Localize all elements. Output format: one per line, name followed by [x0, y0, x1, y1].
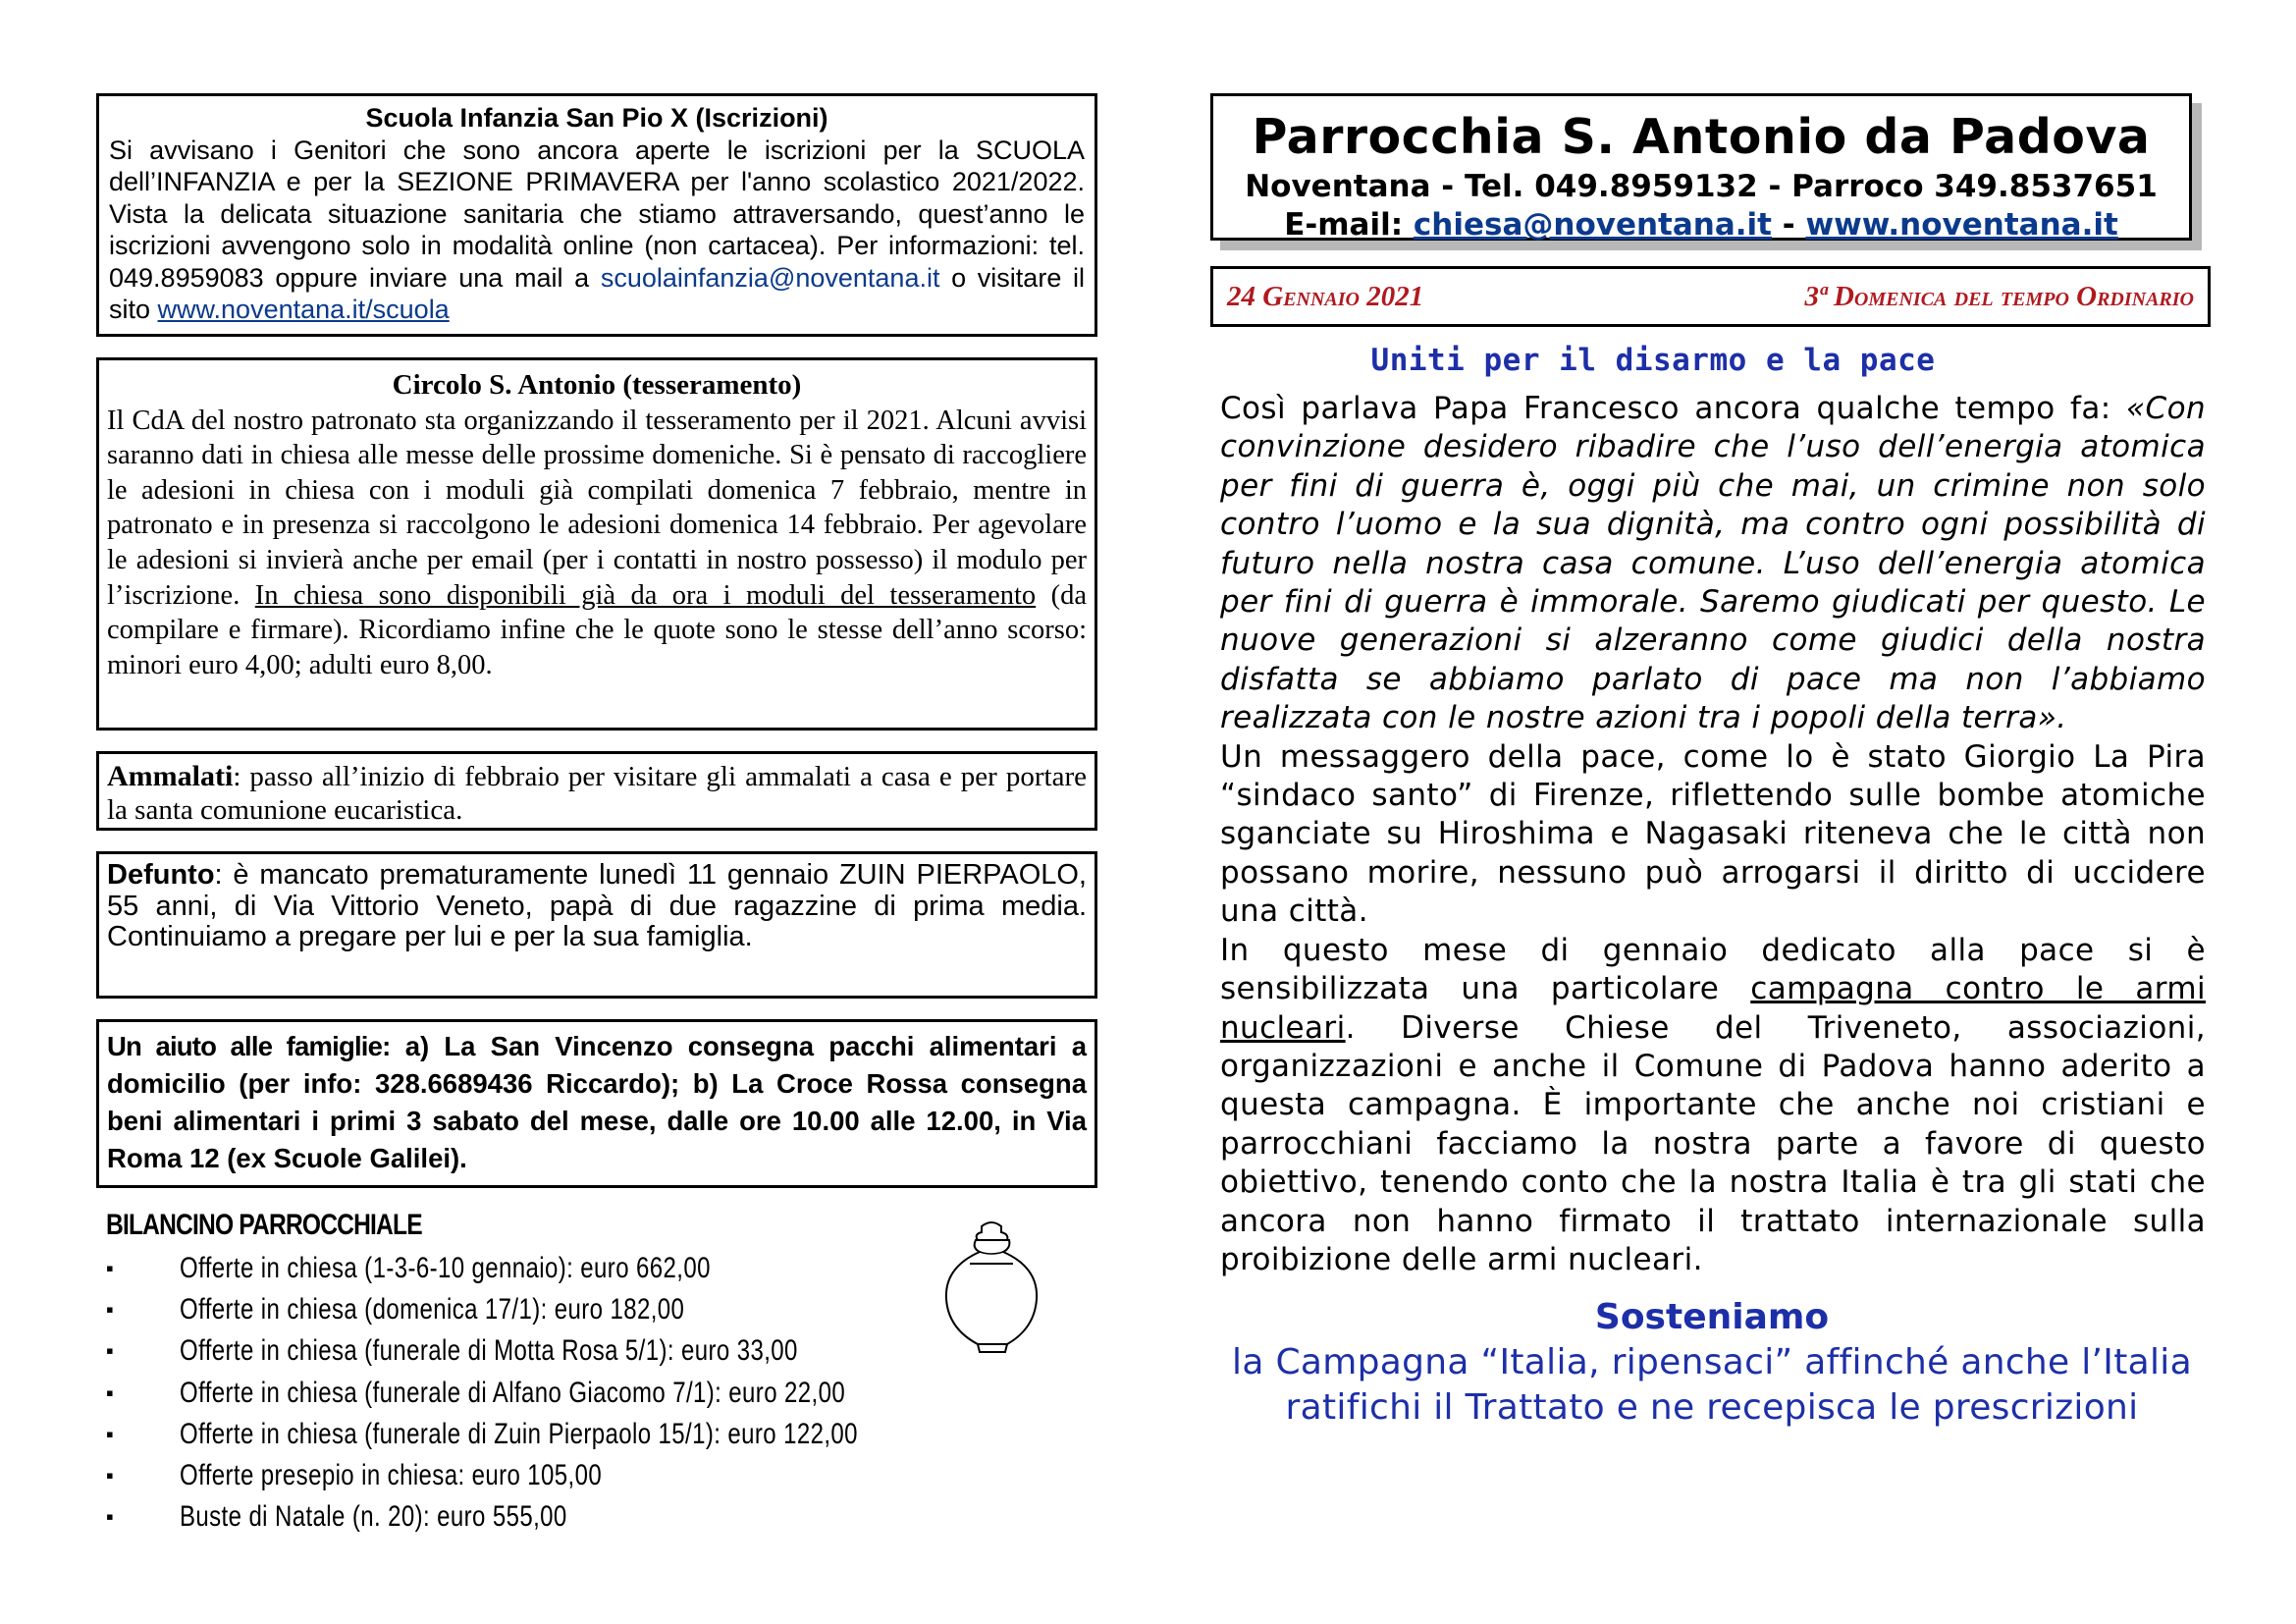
left-column — [96, 93, 1097, 1538]
offering-vase-icon — [940, 1218, 1043, 1356]
parish-site-link[interactable]: www.noventana.it — [1805, 207, 2118, 243]
scuola-text: Si avvisano i Genitori che sono ancora aperte le iscrizioni per la SCUOLA dell’INFANZIA e per la SEZIONE PRIMAVERA per l'anno scolastico 2021/2022. Vista la delicata situazione sanitaria che stiamo attraversando, quest’anno le iscrizioni avvengono solo in modalità online (non cartacea). Per informazioni: tel. 049.8959083 oppure inviare una mail a — [109, 135, 1085, 293]
article-body — [1220, 390, 2206, 1279]
article-paragraph: In questo mese di gennaio dedicato alla pace si è sensibilizzata una particolare campagna contro le armi nucleari. Diverse Chiese del Triveneto, associazioni, organizzazioni e anche il Comune di Padova hanno aderito a questa campagna. È importante che anche noi cristiani e parrocchiani facciamo la nostra parte a favore di questo obiettivo, tenendo conto che la nostra Italia è tra gli stati che ancora non hanno firmato il trattato internazionale sulla proibizione delle armi nucleari. — [1220, 932, 2206, 1277]
circolo-text-2: (da compilare e firmare). Ricordiamo infine che le quote sono le stesse dell’anno scorso: minori euro 4,00; adulti euro 8,00. — [107, 579, 1088, 680]
parish-email-link[interactable]: chiesa@noventana.it — [1413, 207, 1773, 243]
sosteniamo-title: Sosteniamo — [1594, 1297, 1830, 1338]
contact-line — [1213, 167, 2189, 206]
bullet: ▪ — [106, 1421, 114, 1446]
town-name: Noventana — [1245, 169, 1431, 204]
bilancino-title: BILANCINO PARROCCHIALE — [106, 1209, 422, 1241]
list-item: ▪ Offerte in chiesa (domenica 17/1): euro 182,00 — [96, 1289, 1097, 1330]
email-label: E-mail: — [1284, 207, 1414, 243]
parish-title: Parrocchia S. Antonio da Padova — [1252, 109, 2151, 165]
separator: - — [1772, 207, 1806, 243]
liturgical-sunday: 3ª Domenica del tempo Ordinario — [1804, 280, 2194, 312]
campaign-link: campagna contro le armi nucleari — [1220, 971, 2206, 1046]
article-paragraph: Un messaggero della pace, come lo è stato Giorgio La Pira “sindaco santo” di Firenze, riflettendo sulle bombe atomiche sganciate su Hiroshima e Nagasaki riteneva che le città non possano morire, nessuno può arrogarsi il diritto di uccidere una città. — [1220, 738, 2206, 930]
header-box — [1210, 93, 2192, 241]
list-item: ▪ Offerte in chiesa (funerale di Zuin Pierpaolo 15/1): euro 122,00 — [96, 1414, 1097, 1455]
sosteniamo-line-1: la Campagna “Italia, ripensaci” affinché anche l’Italia — [1232, 1342, 2192, 1383]
web-line — [1213, 206, 2189, 244]
list-item: ▪ Offerte in chiesa (funerale di Alfano Giacomo 7/1): euro 22,00 — [96, 1373, 1097, 1414]
phone-numbers: - Tel. 049.8959132 - Parroco 349.8537651 — [1430, 169, 2158, 204]
article-paragraph: Così parlava Papa Francesco ancora qualche tempo fa: «Con convinzione desidero ribadire che l’uso dell’energia atomica per fini di guerra è, oggi più che mai, un crimine non solo contro l’uomo e la sua dignità, ma contro ogni possibilità di futuro nella nostra casa comune. L’uso dell’energia atomica per fini di guerra è immorale. Saremo giudicati per questo. Le nuove generazioni si alzeranno come giudici della nostra disfatta se abbiamo parlato di pace ma non l’abbiamo realizzata con le nostre azioni tra i popoli della terra». — [1220, 391, 2206, 736]
bullet: ▪ — [106, 1256, 114, 1280]
ammalati-label: Ammalati — [107, 760, 234, 792]
scuola-title: Scuola Infanzia San Pio X (Iscrizioni) — [365, 103, 828, 133]
bullet: ▪ — [106, 1463, 114, 1489]
aiuto-famiglie-box — [96, 1019, 1097, 1188]
pope-quote: «Con convinzione desidero ribadire che l’uso dell’energia atomica per fini di guerra è, oggi più che mai, un crimine non solo contro l’uomo e la sua dignità, ma contro ogni possibilità di futuro nella nostra casa comune. L’uso dell’energia atomica per fini di guerra è immorale. Saremo giudicati per questo. Le nuove generazioni si alzeranno come giudici della nostra disfatta se abbiamo parlato di pace ma non l’abbiamo realizzata con le nostre azioni tra i popoli della terra». — [1220, 391, 2206, 736]
bullet: ▪ — [106, 1297, 114, 1323]
date-bar — [1210, 266, 2211, 327]
parish-header — [1210, 93, 2202, 243]
circolo-body — [107, 404, 1087, 683]
aiuto-text: a) La San Vincenzo consegna pacchi alimentari a domicilio (per info: 328.6689436 Riccardo); b) La Croce Rossa consegna beni alimentari i primi 3 sabato del mese, dalle ore 10.00 alle 12.00, in Via Roma 12 (ex Scuole Galilei). — [107, 1031, 1087, 1173]
defunto-text: : è mancato prematuramente lunedì 11 gennaio ZUIN PIERPAOLO, 55 anni, di Via Vittorio Veneto, papà di due ragazzine di prima media. Continuiamo a pregare per lui e per la sua famiglia. — [107, 859, 1087, 952]
bilancino-section — [96, 1209, 1097, 1538]
scuola-email-link[interactable]: scuolainfanzia@noventana.it — [600, 262, 940, 293]
scuola-body — [109, 135, 1085, 326]
circolo-title: Circolo S. Antonio (tesseramento) — [392, 369, 802, 401]
aiuto-label: Un aiuto alle famiglie: — [107, 1031, 391, 1061]
scuola-site-link[interactable]: www.noventana.it/scuola — [157, 295, 450, 324]
list-item: ▪ Buste di Natale (n. 20): euro 555,00 — [96, 1496, 1097, 1538]
sosteniamo-callout — [1210, 1295, 2214, 1431]
defunto-label: Defunto — [107, 859, 215, 891]
article-title: Uniti per il disarmo e la pace — [1370, 343, 1936, 378]
circolo-box — [96, 357, 1097, 731]
list-item: ▪ Offerte presepio in chiesa: euro 105,00 — [96, 1455, 1097, 1496]
list-item: ▪ Offerte in chiesa (funerale di Motta Rosa 5/1): euro 33,00 — [96, 1330, 1097, 1372]
bullet: ▪ — [106, 1380, 114, 1405]
scuola-mid-text: o visitare il sito — [109, 262, 1085, 324]
bullet: ▪ — [106, 1338, 114, 1364]
circolo-text-1: Il CdA del nostro patronato sta organizzando il tesseramento per il 2021. Alcuni avvisi saranno dati in chiesa alle messe delle prossime domeniche. Si è pensato di raccogliere le adesioni in chiesa con i moduli già compilati domenica 7 febbraio, mentre in patronato e in presenza si raccolgono le adesioni domenica 14 febbraio. Per agevolare le adesioni si invierà anche per email (per i contatti in nostro possesso) il modulo per l’iscrizione. — [107, 405, 1087, 611]
right-column — [1210, 93, 2214, 1431]
circolo-underlined-text: In chiesa sono disponibili già da ora i moduli del tesseramento — [254, 579, 1037, 611]
ammalati-text: : passo all’inizio di febbraio per visitare gli ammalati a casa e per portare la santa comunione eucaristica. — [107, 761, 1087, 826]
defunto-box — [96, 851, 1097, 999]
issue-date: 24 Gennaio 2021 — [1227, 280, 1424, 312]
ammalati-box — [96, 751, 1097, 831]
scuola-infanzia-box — [96, 93, 1097, 337]
list-item: ▪ Offerte in chiesa (1-3-6-10 gennaio): euro 662,00 — [96, 1248, 1097, 1289]
sosteniamo-line-2: ratifichi il Trattato e ne recepisca le prescrizioni — [1285, 1387, 2139, 1429]
bullet: ▪ — [106, 1504, 114, 1530]
